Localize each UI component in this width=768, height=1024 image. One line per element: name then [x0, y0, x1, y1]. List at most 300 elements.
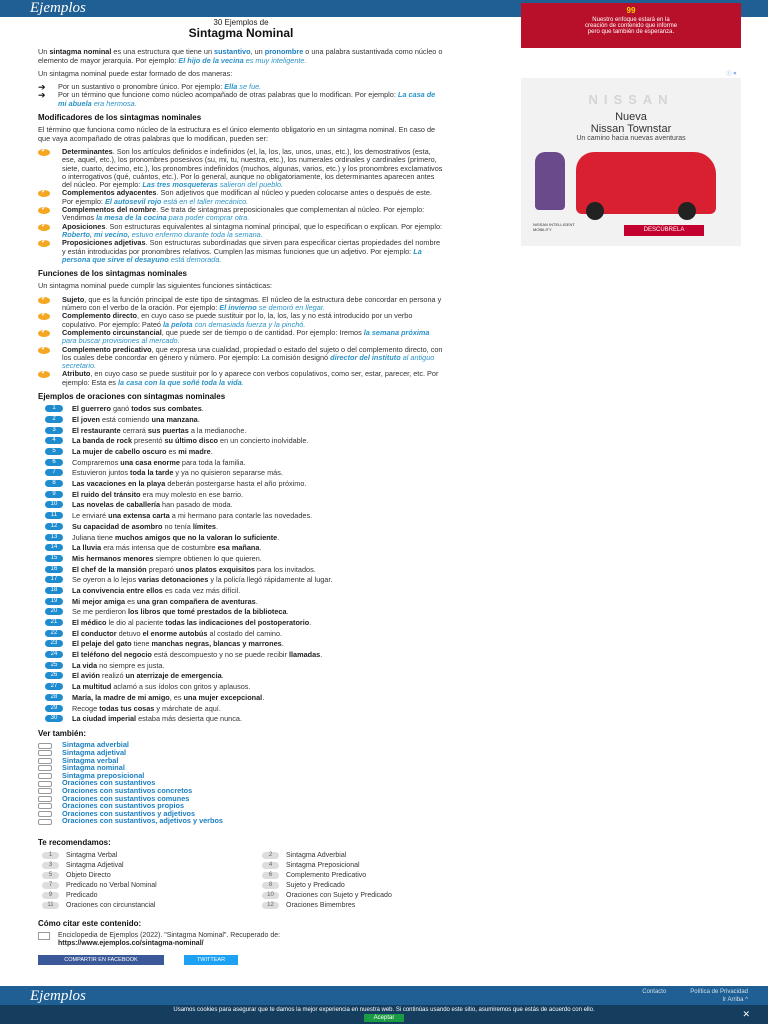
text: Se oyeron a lo lejos [72, 575, 139, 585]
text: todos sus combates [131, 404, 202, 414]
text: no siempre es justa. [97, 660, 165, 670]
text: los libros que tomé prestados de la biblioteca [127, 607, 287, 617]
recommend-number: 6 [262, 872, 279, 879]
example-text [72, 523, 218, 531]
link-icon [38, 743, 52, 749]
example-number: 14 [45, 544, 63, 551]
text: Las novelas de caballería [72, 500, 161, 510]
contact-link[interactable]: Contacto [642, 989, 667, 995]
text: y ya no quisieron separarse más. [173, 468, 283, 478]
recommend-number: 5 [42, 872, 59, 879]
ad-brand: NISSAN [588, 92, 674, 107]
text: siempre obtienen lo que quieren. [153, 553, 262, 563]
text: La convivencia entre ellos [72, 585, 163, 595]
example-number: 1 [45, 405, 63, 412]
text: Complementos del nombre [62, 205, 157, 215]
text: El teléfono del negocio [72, 650, 152, 660]
see-also-link[interactable]: Oraciones con sustantivos y adjetivos [62, 808, 196, 818]
example-text [72, 619, 311, 627]
example-row [38, 598, 444, 606]
list-item-text [62, 346, 444, 371]
example-number: 17 [45, 576, 63, 583]
ad-headline: Nueva [615, 111, 647, 123]
see-also-link[interactable]: Sintagma verbal [62, 755, 119, 765]
example-number: 24 [45, 651, 63, 658]
list-item-text [62, 370, 444, 387]
arrow-icon: ➔ [38, 82, 46, 93]
link-icon [38, 803, 52, 809]
recommend-number: 12 [262, 902, 279, 909]
text: al antiguo secretario. [62, 352, 435, 371]
list-item-text [62, 189, 444, 206]
top-advertisement[interactable] [521, 3, 741, 48]
ad-model: Nissan Townstar [590, 123, 672, 135]
example-row [38, 715, 444, 723]
ad-car-image [576, 152, 716, 214]
see-also-link[interactable]: Oraciones con sustantivos comunes [62, 793, 190, 803]
facebook-share-button[interactable]: COMPARTIR EN FACEBOOK [38, 955, 164, 965]
text: para buscar provisiones al mercado. [62, 336, 180, 346]
example-number: 21 [45, 619, 63, 626]
text: Mi mejor amiga [72, 596, 126, 606]
text: a mi hermano para contarle las novedades. [169, 511, 313, 521]
text: está en el taller mecánico. [161, 196, 249, 206]
text: Un [38, 47, 50, 57]
text: preparó [146, 564, 176, 574]
example-row [38, 694, 444, 702]
example-text [72, 694, 264, 702]
text: límites [192, 521, 216, 531]
list-item-text [62, 239, 444, 264]
example-row [38, 501, 444, 509]
text: , en cuyo caso se puede sustituir por lo, la, los, las y no está introducido por un verbo copulativo. Por ejemplo: Pateó [62, 311, 413, 329]
link-pronombre[interactable]: pronombre [264, 47, 304, 57]
text: presentó [132, 436, 165, 446]
example-text [72, 640, 284, 648]
text: . [309, 618, 312, 628]
text: una manzana [151, 414, 198, 424]
recommend-item[interactable] [258, 872, 458, 880]
modifiers-intro: El término que funciona como núcleo de la estructura es el único elemento obligatorio en un sintagma nominal. En caso de que vaya acompañado de otras palabras que lo modifican, pueden ser: [38, 125, 436, 143]
recommend-link[interactable]: Sujeto y Predicado [286, 881, 345, 889]
list-item-text [62, 296, 444, 313]
text: Ella [224, 82, 238, 92]
see-also-link[interactable]: Sintagma preposicional [62, 770, 145, 780]
text: le dio al paciente [106, 618, 166, 628]
cookie-banner [0, 1005, 768, 1024]
functions-list [38, 296, 444, 387]
text: El pelaje del gato [72, 639, 132, 649]
text: Roberto, mi vecino, [62, 229, 130, 239]
text: La casa de mi abuela [58, 90, 436, 108]
text: la semana próxima [363, 327, 430, 337]
recommend-link[interactable]: Oraciones Bimembres [286, 901, 356, 909]
text: . [221, 671, 224, 681]
example-row [38, 576, 444, 584]
check-icon [38, 207, 50, 214]
example-number: 2 [45, 416, 63, 423]
text: . [259, 543, 262, 553]
check-icon [38, 330, 50, 337]
text: . [255, 596, 258, 606]
recommend-list [38, 852, 444, 910]
text: Sujeto [62, 294, 85, 304]
text: . [210, 447, 213, 457]
text: director del instituto [330, 352, 401, 362]
example-row [38, 630, 444, 638]
footer-links [618, 989, 748, 995]
intro-paragraph [38, 48, 444, 65]
see-also-list [38, 742, 444, 826]
ad-info-icon[interactable]: ⓘ ✕ [521, 70, 741, 78]
text: unos platos exquisitos [175, 564, 255, 574]
text: . Son adjetivos que modifican al núcleo y pueden colocarse antes o después de este. Por ejemplo: [62, 188, 432, 206]
example-number: 27 [45, 683, 63, 690]
recommend-number: 4 [262, 862, 279, 869]
text: El conductor [72, 628, 117, 638]
example-number: 28 [45, 694, 63, 701]
text: La mujer de cabello oscuro [72, 447, 167, 457]
text: Se me perdieron [72, 607, 128, 617]
recommend-number: 8 [262, 882, 279, 889]
ad-people-image [535, 152, 565, 210]
list-item [38, 189, 444, 206]
list-item [38, 329, 444, 346]
example-row [38, 512, 444, 520]
recommend-item[interactable] [38, 872, 258, 880]
text: La persona que sirve el desayuno [62, 246, 422, 264]
recommend-number: 10 [262, 892, 279, 899]
example-text [72, 491, 243, 499]
example-text [72, 662, 164, 670]
example-number: 25 [45, 662, 63, 669]
text: , que expresa una cualidad, propiedad o estado del sujeto o del complemento directo, con los cuales debe concordar en género y número. Por ejemplo: La comisión designó [62, 344, 443, 362]
recommend-link[interactable]: Complemento Predicativo [286, 871, 367, 879]
list-item [38, 206, 444, 223]
example-row [38, 480, 444, 488]
example-text [72, 705, 221, 713]
example-row [38, 587, 444, 595]
text: han pasado de moda. [160, 500, 233, 510]
text: . [197, 414, 200, 424]
example-number: 16 [45, 566, 63, 573]
recommend-link[interactable]: Sintagma Verbal [66, 851, 118, 859]
text: sus puertas [147, 425, 189, 435]
text: . [286, 607, 289, 617]
text: , un [250, 47, 265, 57]
text: o una palabra sustantivada como núcleo o elemento de mayor jerarquía. Por ejemplo: [38, 47, 443, 65]
list-item [38, 370, 444, 387]
text: aclamó a sus ídolos con gritos y aplausos. [111, 682, 251, 692]
text: a la medianoche. [188, 425, 247, 435]
text: Las vacaciones en la playa [72, 479, 166, 489]
text: , que puede ser de tiempo o de cantidad. Por ejemplo: Iremos [161, 327, 364, 337]
text: esa mañana [217, 543, 260, 553]
page-title: Sintagma Nominal [188, 26, 294, 41]
recommend-link[interactable]: Sintagma Adjetival [66, 861, 124, 869]
text: Compraremos [72, 457, 121, 467]
text: . [201, 404, 204, 414]
text: La multitud [72, 682, 112, 692]
article [38, 19, 444, 965]
ad-small-brand: NISSAN INTELLIGENT MOBILITY [533, 222, 575, 232]
text: y la policía llegó rápidamente al lugar. [208, 575, 333, 585]
text: detuvo [116, 628, 143, 638]
example-row [38, 427, 444, 435]
example-text [72, 480, 306, 488]
text: para toda la familia. [179, 457, 246, 467]
example-number: 20 [45, 608, 63, 615]
text: . [277, 532, 280, 542]
list-item [38, 346, 444, 371]
text: El hijo de la vecina [178, 55, 244, 65]
text: no tenía [162, 521, 193, 531]
example-row [38, 544, 444, 552]
text: María, la madre de mi amigo [72, 692, 170, 702]
text: Complemento predicativo [62, 344, 152, 354]
text: Recoge [72, 703, 100, 713]
list-item-text [62, 312, 444, 329]
example-row [38, 651, 444, 659]
example-number: 26 [45, 672, 63, 679]
example-row [38, 405, 444, 413]
example-number: 15 [45, 555, 63, 562]
document-icon [38, 932, 50, 940]
cookie-message: Usamos cookies para asegurar que te damos la mejor experiencia en nuestra web. Si continúas usando este sitio, asumiremos que estás de acuerdo con ello. [173, 1007, 595, 1013]
example-row [38, 672, 444, 680]
see-also-link[interactable]: Oraciones con sustantivos propios [62, 801, 185, 811]
text: para los invitados. [254, 564, 316, 574]
recommend-link[interactable]: Objeto Directo [66, 871, 111, 879]
example-text [72, 469, 283, 477]
example-row [38, 459, 444, 467]
example-text [72, 405, 204, 413]
text: El restaurante [72, 425, 121, 435]
close-icon[interactable]: ✕ [742, 1009, 750, 1019]
example-row [38, 437, 444, 445]
list-item-text [62, 329, 444, 346]
text: con demasiada fuerza y la pinchó. [192, 319, 306, 329]
recommend-link[interactable]: Oraciones con circunstancial [66, 901, 156, 909]
site-logo[interactable]: Ejemplos [30, 0, 86, 16]
text: manchas negras, blancas y marrones [151, 639, 282, 649]
example-number: 11 [45, 512, 63, 519]
check-icon [38, 149, 50, 156]
example-text [72, 459, 246, 467]
example-text [72, 534, 279, 542]
recommend-link[interactable]: Predicado [66, 891, 98, 899]
text: es una estructura que tiene un [111, 47, 215, 57]
recommend-link[interactable]: Oraciones con Sujeto y Predicado [286, 891, 392, 899]
text: deberán postergarse hasta el año próximo. [165, 479, 307, 489]
text: es [125, 596, 137, 606]
recommend-item[interactable] [258, 862, 458, 870]
text: cerrará [120, 425, 148, 435]
intro-paragraph-2: Un sintagma nominal puede estar formado de dos maneras: [38, 68, 233, 78]
see-also-link[interactable]: Oraciones con sustantivos, adjetivos y verbos [62, 816, 223, 826]
cite-section [38, 920, 444, 949]
example-row [38, 619, 444, 627]
recommend-item[interactable] [38, 852, 258, 860]
see-also-link[interactable]: Oraciones con sustantivos concretos [62, 786, 193, 796]
nissan-advertisement[interactable] [521, 70, 741, 246]
link-icon [38, 796, 52, 802]
link-icon [38, 750, 52, 756]
recommend-item[interactable] [38, 892, 258, 900]
see-also-link[interactable]: Sintagma nominal [62, 763, 125, 773]
text: . [281, 639, 284, 649]
example-number: 9 [45, 491, 63, 498]
text: Por un sustantivo o pronombre único. Por ejemplo: [58, 82, 225, 92]
text: Enciclopedia de Ejemplos (2022). "Sintagma Nominal". Recuperado de: [58, 932, 281, 940]
citation-url[interactable]: https://www.ejemplos.co/sintagma-nominal/ [58, 940, 204, 948]
modifiers-heading: Modificadores de los sintagmas nominales [38, 113, 202, 123]
text: se demoró en llegar. [256, 303, 325, 313]
text: su último disco [164, 436, 218, 446]
example-row [38, 555, 444, 563]
text: El invierno [219, 303, 257, 313]
text: la mesa de la cocina [96, 213, 167, 223]
see-also-link[interactable]: Sintagma adjetival [62, 748, 127, 758]
list-item [38, 223, 444, 240]
text: todas tus cosas [99, 703, 155, 713]
link-icon [38, 765, 52, 771]
recommend-item[interactable] [258, 902, 458, 910]
example-row [38, 416, 444, 424]
text: realizó [99, 671, 126, 681]
example-text [72, 715, 242, 723]
text: Estuvieron juntos [72, 468, 131, 478]
text: era más intensa que de costumbre [101, 543, 218, 553]
see-also-link[interactable]: Oraciones con sustantivos [62, 778, 156, 788]
check-icon [38, 313, 50, 320]
text: El médico [72, 618, 107, 628]
text: toda la tarde [130, 468, 174, 478]
text: y márchate de aquí. [154, 703, 221, 713]
example-text [72, 512, 312, 520]
text: un aterrizaje de emergencia [125, 671, 222, 681]
text: era hermosa. [91, 98, 137, 108]
text: Su capacidad de asombro [72, 521, 163, 531]
example-row [38, 534, 444, 542]
example-row [38, 640, 444, 648]
text: está comiendo [99, 414, 152, 424]
link-icon [38, 819, 52, 825]
ad-tagline: Un camino hacia nuevas aventuras [576, 135, 686, 142]
check-icon [38, 240, 50, 247]
example-text [72, 555, 262, 563]
see-also-heading: Ver también: [38, 728, 87, 738]
recommend-link[interactable]: Predicado no Verbal Nominal [66, 881, 157, 889]
footer-logo[interactable]: Ejemplos [30, 988, 86, 1004]
check-icon [38, 347, 50, 354]
text: es muy inteligente. [243, 55, 307, 65]
title-line1: 30 Ejemplos de [213, 18, 269, 27]
example-text [72, 630, 282, 638]
list-item [38, 239, 444, 264]
recommend-item[interactable] [38, 882, 258, 890]
recommend-item[interactable] [258, 852, 458, 860]
recommend-number: 3 [42, 862, 59, 869]
check-icon [38, 297, 50, 304]
recommend-item[interactable] [258, 892, 458, 900]
text: una gran compañera de aventuras [136, 596, 256, 606]
text: Por un término que funcione como núcleo acompañado de otras palabras que lo modifican. Por ejemplo: [58, 90, 398, 100]
example-number: 29 [45, 705, 63, 712]
see-also-link[interactable]: Sintagma adverbial [62, 740, 129, 750]
example-row [38, 448, 444, 456]
recommend-number: 9 [42, 892, 59, 899]
arrow-icon: ➔ [38, 90, 46, 101]
recommend-item[interactable] [38, 902, 258, 910]
functions-heading: Funciones de los sintagmas nominales [38, 269, 187, 279]
text: la casa con la que soñé toda la vida [117, 377, 242, 387]
example-text [72, 427, 246, 435]
text: una extensa carta [108, 511, 170, 521]
functions-intro: Un sintagma nominal puede cumplir las siguientes funciones sintácticas: [38, 281, 273, 291]
text: Proposiciones adjetivas [62, 238, 146, 248]
list-item-text [62, 223, 444, 240]
accept-cookies-button[interactable]: Aceptar [364, 1014, 405, 1022]
recommend-item[interactable] [258, 882, 458, 890]
example-number: 22 [45, 630, 63, 637]
share-bar [38, 955, 444, 965]
text: . Son estructuras subordinadas que sirven para especificar ciertas propiedades del nombre y están introducidas por pronombres relativos. Cumplen las mismas funciones que un adjetivo. Por ejemplo: [62, 238, 441, 256]
text: . Se trata de sintagmas preposicionales que complementan al núcleo. Por ejemplo: Vendimos [62, 205, 425, 223]
example-row [38, 566, 444, 574]
text: una mujer excepcional [183, 692, 263, 702]
recommend-number: 2 [262, 852, 279, 859]
text: el enorme autobús [142, 628, 208, 638]
recommend-link[interactable]: Sintagma Adverbial [286, 851, 347, 859]
text: La ciudad imperial [72, 714, 137, 724]
example-text [72, 598, 258, 606]
text: El avión [72, 671, 100, 681]
back-to-top-link[interactable]: Ir Arriba ^ [722, 997, 748, 1003]
text: tiene [131, 639, 152, 649]
link-icon [38, 788, 52, 794]
ad-cta-button[interactable]: DESCÚBRELA [624, 225, 704, 236]
example-text [72, 587, 240, 595]
recommend-item[interactable] [38, 862, 258, 870]
list-item [38, 91, 444, 108]
example-text [72, 576, 332, 584]
twitter-share-button[interactable]: TWITTEAR [184, 955, 238, 965]
text: Complemento circunstancial [62, 327, 162, 337]
example-row [38, 608, 444, 616]
text: . [320, 650, 323, 660]
example-text [72, 501, 233, 509]
text: al costado del camino. [207, 628, 283, 638]
examples-list [38, 405, 444, 723]
recommend-link[interactable]: Sintagma Preposicional [286, 861, 360, 869]
ad-text: Nuestro enfoque estará en la creación de contenido que informe pero que también de esperanza. [584, 17, 678, 35]
link-icon [38, 758, 52, 764]
link-sustantivo[interactable]: sustantivo [214, 47, 251, 57]
example-text [72, 683, 250, 691]
text: Determinantes [62, 146, 113, 156]
ad-number: 99 [626, 6, 636, 15]
text: . Son los artículos definidos e indefinidos (el, la, los, las, unos, unas, etc.), los demostrativos (esta, ese, aquel, etc.), los pronombres posesivos (su, mi, tu, nuestra, etc.), los numerales ordinales y cardinales (primero, siete, cuarto, decimo, etc.), los pronombres indefinidos (muchos, algunas, varios, etc.) y los pronombres exclamativos o interrogativos (qué, cuántos, etc.). Por lo general, aunque no obligatoriamente, los determinantes aparecen antes del núcleo. Por ejemplo: [62, 146, 443, 190]
example-number: 7 [45, 469, 63, 476]
text: para poder comprar otra. [166, 213, 250, 223]
text: la pelota [163, 319, 193, 329]
text: La vida [72, 660, 98, 670]
link-icon [38, 781, 52, 787]
privacy-link[interactable]: Política de Privacidad [690, 989, 748, 995]
text: una casa enorme [120, 457, 180, 467]
example-row [38, 491, 444, 499]
